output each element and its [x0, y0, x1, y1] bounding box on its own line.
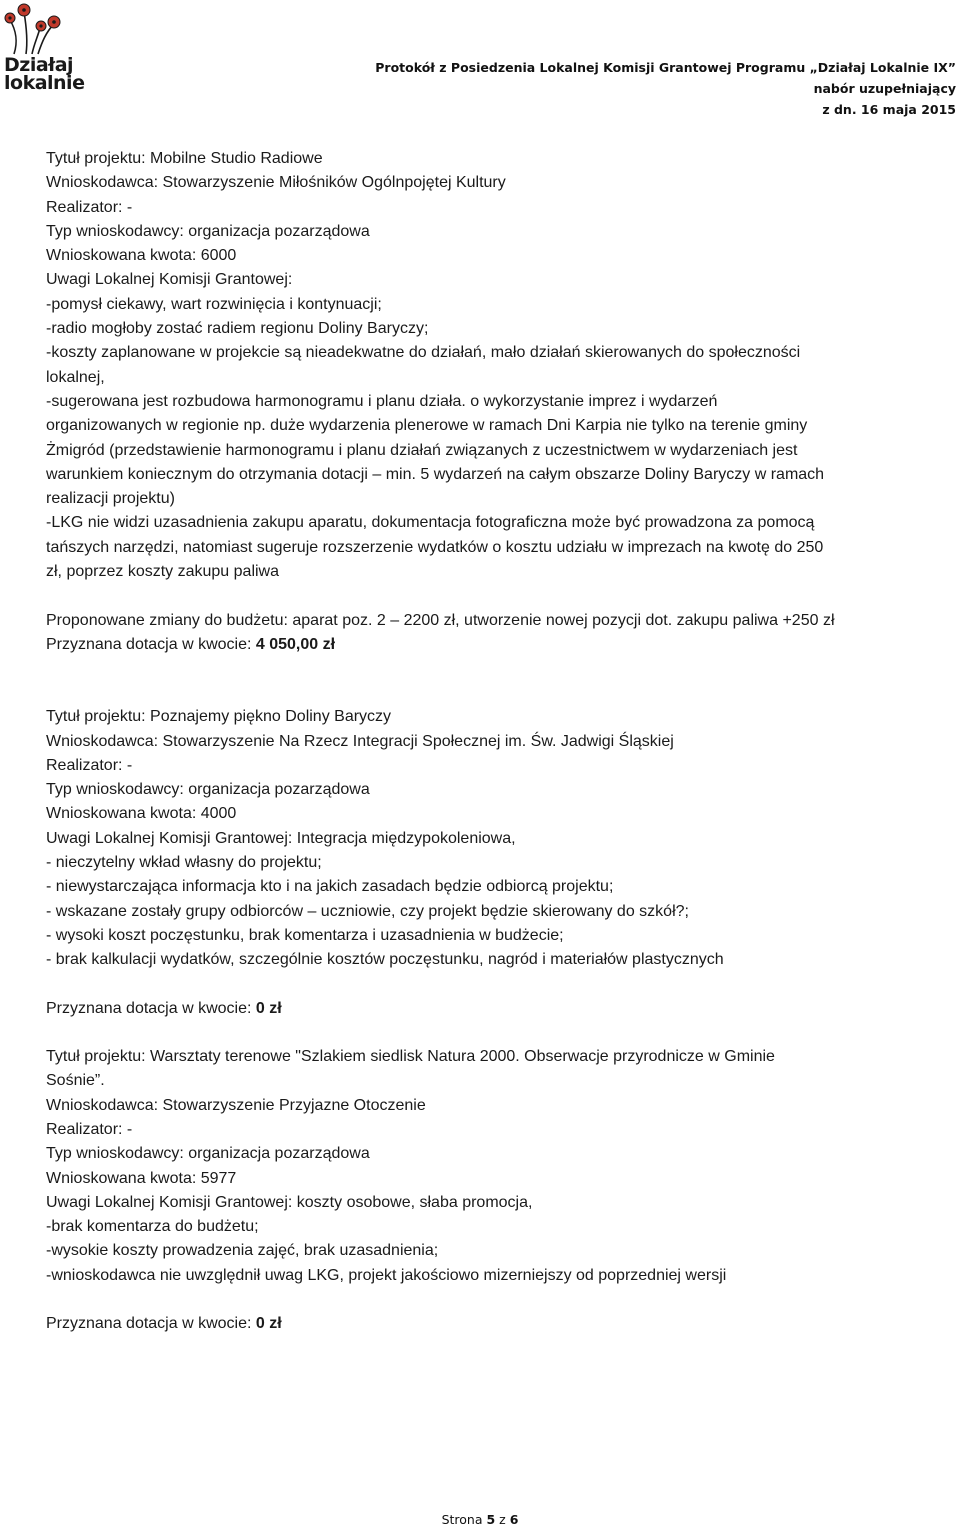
- logo-text-line-1: Działaj: [4, 54, 74, 76]
- requested-amount: Wnioskowana kwota: 6000: [46, 247, 237, 265]
- grant-label: Przyznana dotacja w kwocie:: [46, 1315, 256, 1333]
- remark-line: Żmigród (przedstawienie harmonogramu i planu działań związanych z uczestnictwem w wydarzeniach jest: [46, 441, 798, 459]
- grant-value: 0 zł: [255, 1315, 282, 1333]
- page-of-label: z: [495, 1512, 510, 1527]
- logo-text: [4, 56, 84, 92]
- budget-changes: Proponowane zmiany do budżetu: aparat poz. 2 – 2200 zł, utworzenie nowej pozycji dot. zakupu paliwa +250 zł: [46, 611, 835, 629]
- document-date: z dn. 16 maja 2015: [822, 102, 956, 117]
- page-label: Strona: [441, 1512, 487, 1527]
- remark-line: - wysoki koszt poczęstunku, brak komentarza i uzasadnienia w budżecie;: [46, 926, 564, 944]
- grant-amount: [46, 633, 958, 657]
- committee-remarks-heading: Uwagi Lokalnej Komisji Grantowej:: [46, 271, 293, 289]
- logo-text-line-2: lokalnie: [4, 72, 85, 94]
- document-body: [46, 147, 958, 1337]
- grant-amount: [46, 1312, 958, 1336]
- document-subtitle: nabór uzupełniający: [813, 81, 956, 96]
- document-title: Protokół z Posiedzenia Lokalnej Komisji Grantowej Programu „Działaj Lokalnie IX”: [375, 60, 956, 75]
- grant-amount: [46, 997, 958, 1021]
- remark-line: - brak kalkulacji wydatków, szczególnie kosztów poczęstunku, nagród i materiałów plastycznych: [46, 951, 724, 969]
- remark-line: organizowanych w regionie np. duże wydarzenia plenerowe w ramach Dni Karpia nie tylko na terenie gminy: [46, 417, 808, 435]
- applicant: Wnioskodawca: Stowarzyszenie Na Rzecz Integracji Społecznej im. Św. Jadwigi Śląskiej: [46, 732, 674, 750]
- remark-line: -LKG nie widzi uzasadnienia zakupu aparatu, dokumentacja fotograficzna może być prowadzona za pomocą: [46, 514, 815, 532]
- remark-line: -wnioskodawca nie uwzględnił uwag LKG, projekt jakościowo mizerniejszy od poprzedniej wersji: [46, 1266, 727, 1284]
- remark-line: - nieczytelny wkład własny do projektu;: [46, 854, 322, 872]
- remark-line: -brak komentarza do budżetu;: [46, 1218, 259, 1236]
- implementer: Realizator: -: [46, 198, 133, 216]
- committee-remarks-heading: Uwagi Lokalnej Komisji Grantowej: koszty osobowe, słaba promocja,: [46, 1193, 533, 1211]
- remark-line: -wysokie koszty prowadzenia zajęć, brak uzasadnienia;: [46, 1242, 439, 1260]
- remark-line: warunkiem koniecznym do otrzymania dotacji – min. 5 wydarzeń na całym obszarze Doliny Baryczy w ramach: [46, 465, 825, 483]
- implementer: Realizator: -: [46, 756, 133, 774]
- requested-amount: Wnioskowana kwota: 4000: [46, 805, 237, 823]
- committee-remarks-heading: Uwagi Lokalnej Komisji Grantowej: Integracja międzypokoleniowa,: [46, 829, 516, 847]
- remark-line: realizacji projektu): [46, 490, 175, 508]
- project-section: [46, 705, 958, 1021]
- applicant-type: Typ wnioskodawcy: organizacja pozarządowa: [46, 222, 370, 240]
- remark-line: lokalnej,: [46, 368, 105, 386]
- grant-label: Przyznana dotacja w kwocie:: [46, 635, 256, 653]
- project-title-cont: Sośnie”.: [46, 1072, 105, 1090]
- project-title: Tytuł projektu: Poznajemy piękno Doliny Baryczy: [46, 708, 392, 726]
- applicant: Wnioskodawca: Stowarzyszenie Przyjazne Otoczenie: [46, 1096, 426, 1114]
- remark-line: -sugerowana jest rozbudowa harmonogramu i planu działa. o wykorzystanie imprez i wydarzeń: [46, 392, 718, 410]
- applicant-type: Typ wnioskodawcy: organizacja pozarządowa: [46, 781, 370, 799]
- grant-label: Przyznana dotacja w kwocie:: [46, 999, 256, 1017]
- grant-value: 0 zł: [255, 999, 282, 1017]
- remark-line: - wskazane zostały grupy odbiorców – uczniowie, czy projekt będzie skierowany do szkół?;: [46, 902, 689, 920]
- grant-value: 4 050,00 zł: [255, 635, 336, 653]
- requested-amount: Wnioskowana kwota: 5977: [46, 1169, 237, 1187]
- remark-line: tańszych narzędzi, natomiast sugeruje rozszerzenie wydatków o kosztu udziału w imprezach na kwotę do 250: [46, 538, 824, 556]
- applicant-type: Typ wnioskodawcy: organizacja pozarządowa: [46, 1145, 370, 1163]
- project-section: [46, 147, 958, 657]
- remark-line: -pomysł ciekawy, wart rozwinięcia i kontynuacji;: [46, 295, 382, 313]
- remark-line: zł, poprzez koszty zakupu paliwa: [46, 563, 279, 581]
- project-title: Tytuł projektu: Mobilne Studio Radiowe: [46, 150, 323, 167]
- remark-line: -koszty zaplanowane w projekcie są nieadekwatne do działań, mało działań skierowanych do społeczności: [46, 344, 801, 362]
- remark-line: - niewystarczająca informacja kto i na jakich zasadach będzie odbiorcą projektu;: [46, 878, 614, 896]
- logo-flowers-icon: [4, 2, 76, 62]
- implementer: Realizator: -: [46, 1120, 133, 1138]
- page-total: 6: [509, 1512, 519, 1527]
- page-footer: [0, 1512, 960, 1527]
- applicant: Wnioskodawca: Stowarzyszenie Miłośników Ogólnpojętej Kultury: [46, 174, 506, 192]
- remark-line: -radio mogłoby zostać radiem regionu Doliny Baryczy;: [46, 320, 429, 338]
- project-title: Tytuł projektu: Warsztaty terenowe "Szlakiem siedlisk Natura 2000. Obserwacje przyrodnicze w Gminie: [46, 1048, 775, 1066]
- page-number: 5: [486, 1512, 496, 1527]
- project-section: [46, 1045, 958, 1337]
